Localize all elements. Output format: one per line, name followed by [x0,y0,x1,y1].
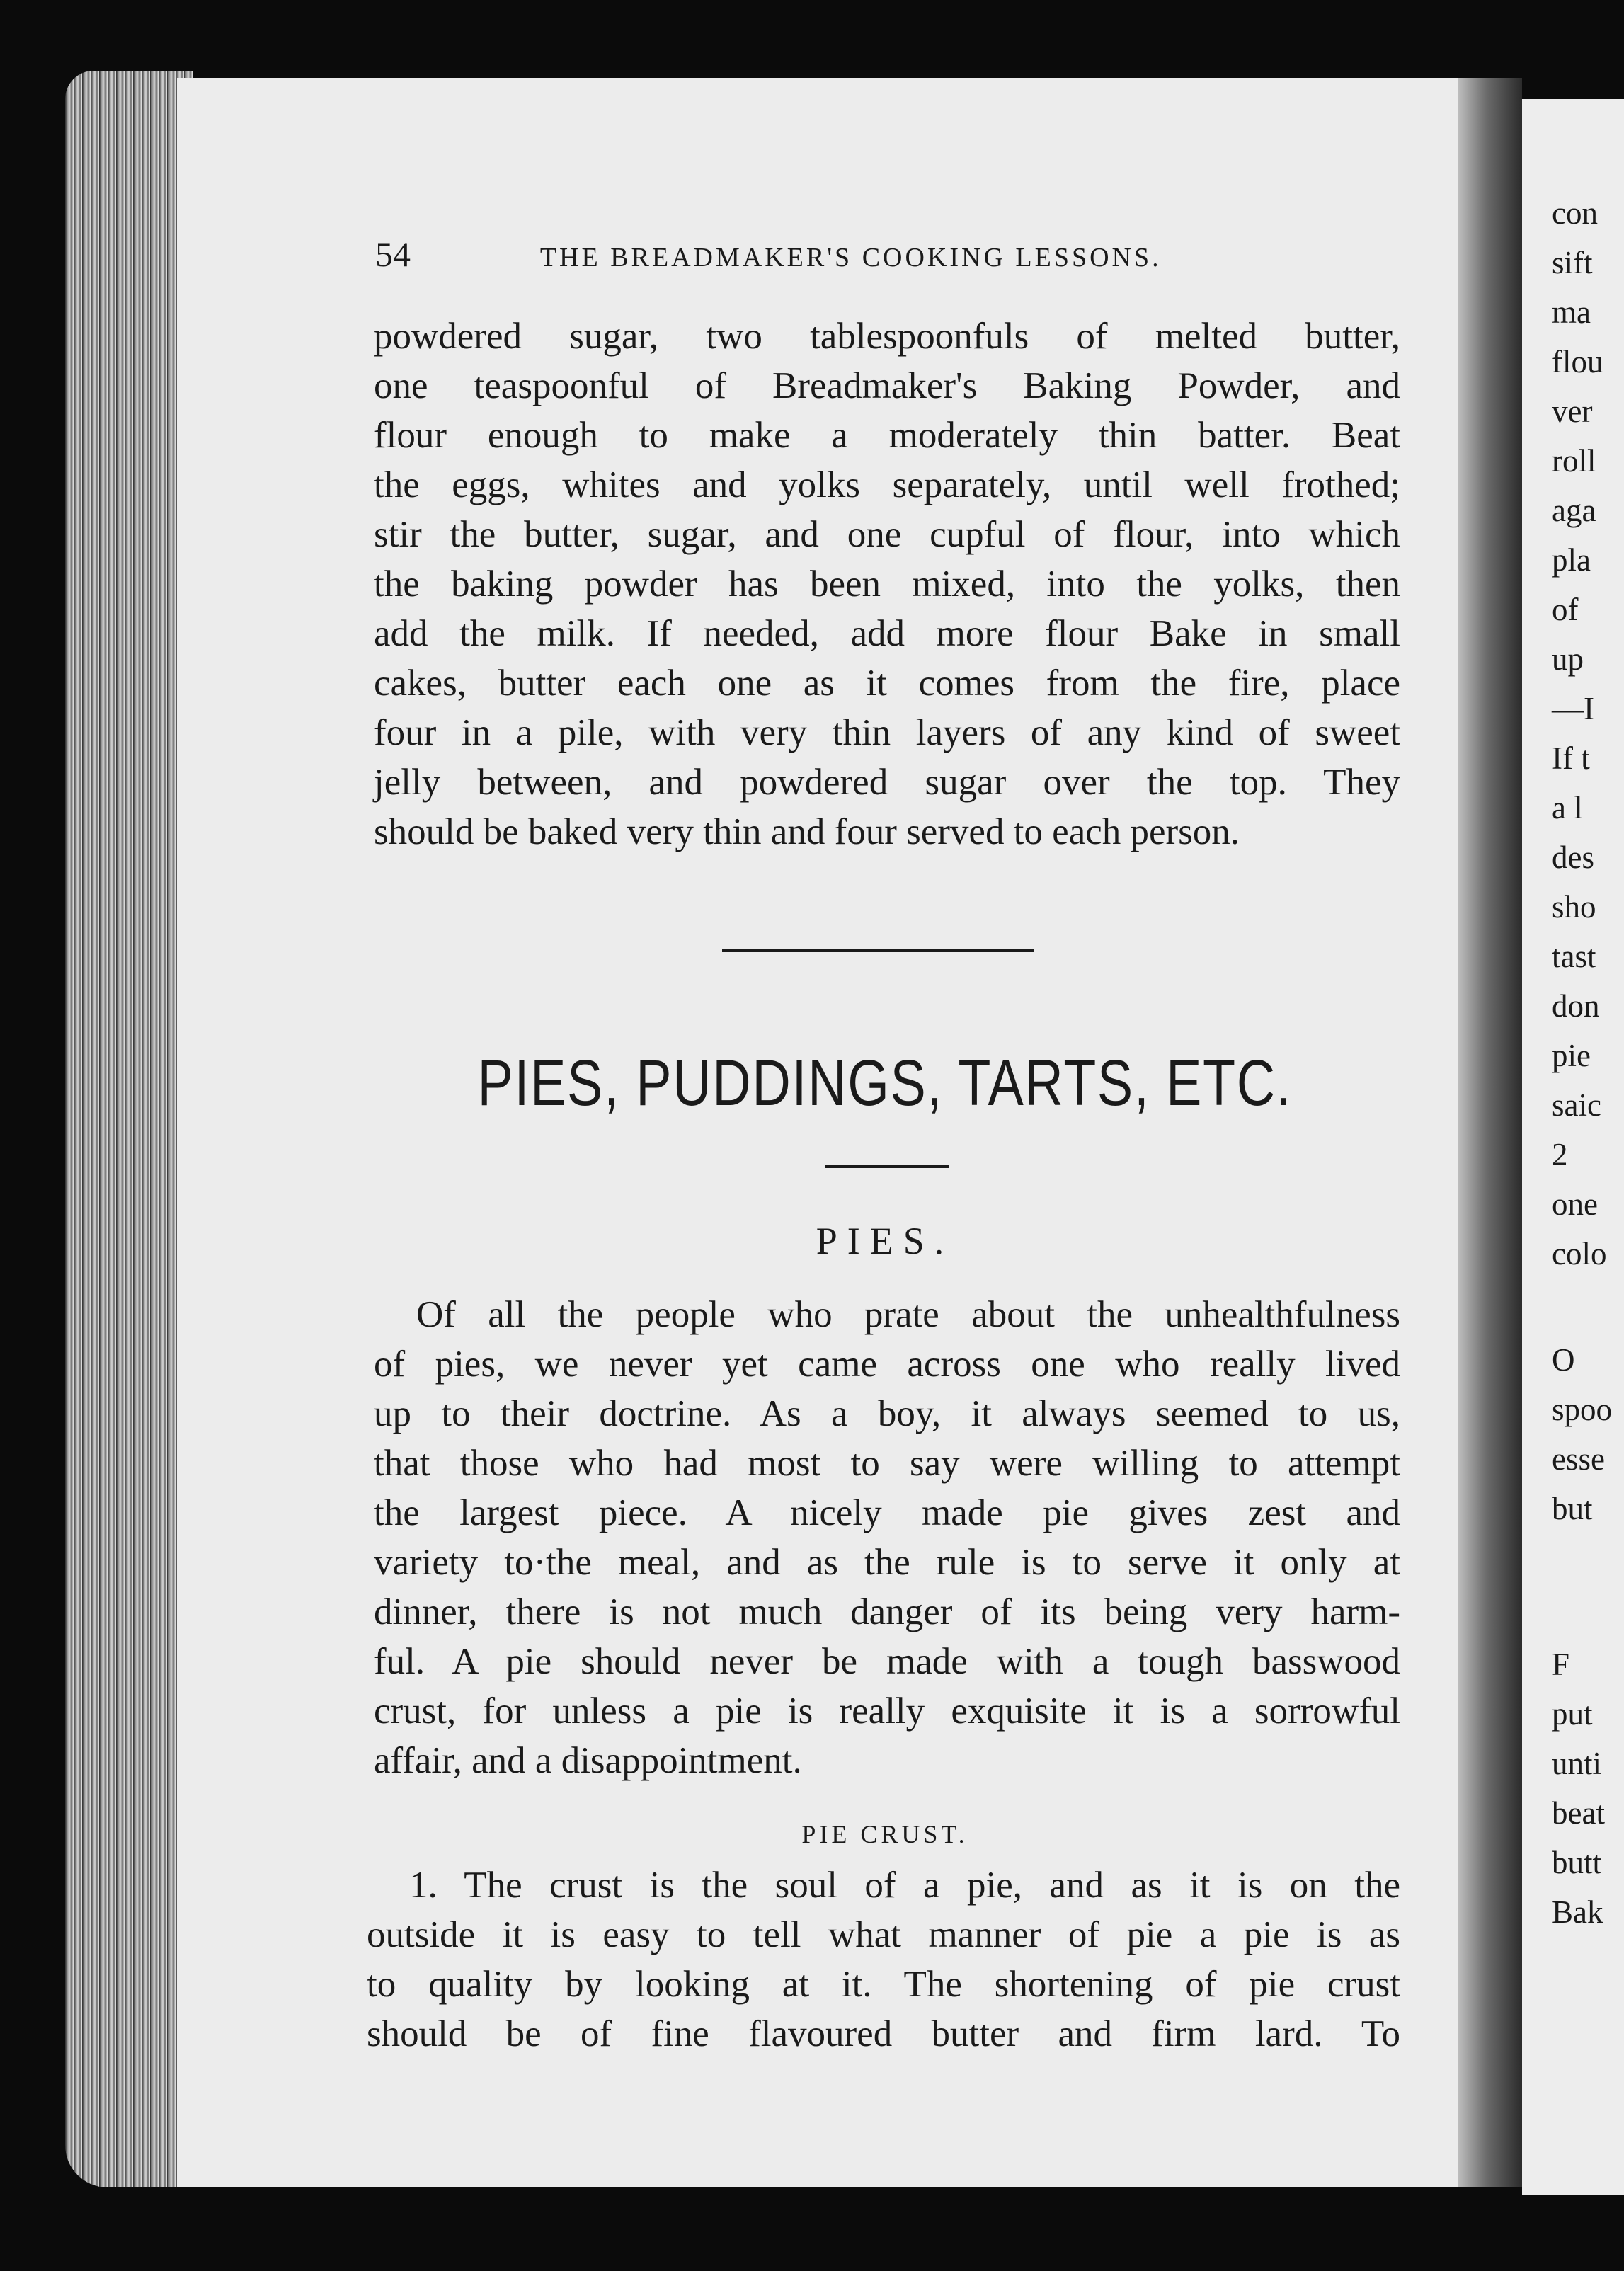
section-title: PIES, PUDDINGS, TARTS, ETC. [477,1047,1293,1119]
facing-page-line: but [1552,1491,1593,1526]
text-line: one teaspoonful of Breadmaker's Baking Powder, and [374,365,1400,406]
text-line: variety to·the meal, and as the rule is to serve it only at [374,1542,1400,1583]
facing-page-line: one [1552,1186,1598,1222]
text-line: ful. A pie should never be made with a tough basswood [374,1641,1400,1682]
facing-page-line: 2 [1552,1137,1568,1172]
text-line: up to their doctrine. As a boy, it always seemed to us, [374,1393,1400,1434]
facing-page-line: esse [1552,1441,1605,1477]
continued-recipe-text [374,311,1400,857]
pies-intro-paragraph [374,1290,1400,1785]
facing-page-line: colo [1552,1236,1607,1271]
facing-page-line: des [1552,840,1594,875]
facing-page-line: F [1552,1647,1570,1682]
text-line: flour enough to make a moderately thin batter. Beat [374,415,1400,456]
facing-page-line: aga [1552,493,1596,528]
text-line: should be of fine flavoured butter and firm lard. To [367,2013,1400,2054]
page-number: 54 [375,234,411,274]
section-divider-rule [722,949,1034,952]
facing-page-line: sift [1552,245,1593,280]
facing-page-line: If t [1552,740,1590,776]
facing-page-line: flou [1552,344,1603,379]
facing-page-line: beat [1552,1795,1605,1831]
facing-page-line: saic [1552,1087,1601,1123]
text-line: powdered sugar, two tablespoonfuls of melted butter, [374,316,1400,357]
text-line: the largest piece. A nicely made pie gives zest and [374,1492,1400,1533]
facing-page-line: Bak [1552,1894,1603,1930]
title-divider-rule [825,1165,949,1168]
facing-page-line: spoo [1552,1392,1613,1427]
facing-page-line: con [1552,195,1598,231]
facing-page-line: pie [1552,1038,1591,1073]
running-head-title: THE BREADMAKER'S COOKING LESSONS. [539,243,1162,273]
facing-page-line: pla [1552,542,1591,578]
text-line: crust, for unless a pie is really exquisite it is a sorrowful [374,1691,1400,1732]
text-line: four in a pile, with very thin layers of any kind of sweet [374,712,1400,753]
book-gutter [1458,78,1522,2187]
facing-page-line: don [1552,988,1600,1024]
text-line: to quality by looking at it. The shortening of pie crust [367,1964,1400,2005]
facing-page-line: ver [1552,394,1593,429]
facing-page-fragment [1522,99,1624,2195]
text-line: of pies, we never yet came across one who really lived [374,1344,1400,1385]
facing-page-line: sho [1552,889,1596,925]
text-line: that those who had most to say were willing to attempt [374,1443,1400,1484]
text-line: affair, and a disappointment. [374,1740,802,1781]
text-line: the baking powder has been mixed, into the yolks, then [374,564,1400,605]
book-page-edges [65,71,193,2187]
facing-page-line: —I [1552,691,1594,726]
facing-page-line: ma [1552,294,1591,330]
pie-crust-heading: PIE CRUST. [801,1820,968,1848]
text-line: stir the butter, sugar, and one cupful of flour, into which [374,514,1400,555]
text-line: Of all the people who prate about the unhealthfulness [416,1294,1400,1335]
facing-page-line: O [1552,1342,1575,1378]
text-line: outside it is easy to tell what manner of pie a pie is as [367,1914,1400,1955]
subsection-title: PIES. [816,1220,954,1262]
facing-page-line: put [1552,1696,1593,1732]
facing-page-line: up [1552,641,1584,677]
text-line: dinner, there is not much danger of its being very harm- [374,1591,1400,1632]
text-line: add the milk. If needed, add more flour Bake in small [374,613,1400,654]
facing-page-line: of [1552,592,1579,627]
running-head [375,234,1246,275]
text-line: jelly between, and powdered sugar over the top. They [374,762,1400,803]
facing-page-line: unti [1552,1746,1602,1781]
text-line: the eggs, whites and yolks separately, until well frothed; [374,464,1400,505]
text-line: cakes, butter each one as it comes from the fire, place [374,663,1400,704]
facing-page-line: roll [1552,443,1596,479]
text-line: 1. The crust is the soul of a pie, and as it is on the [409,1865,1400,1906]
facing-page-line: a l [1552,790,1583,825]
pie-crust-paragraph [367,1860,1400,2059]
facing-page-line: butt [1552,1845,1602,1880]
facing-page-line: tast [1552,939,1596,974]
text-line: should be baked very thin and four served to each person. [374,811,1240,852]
